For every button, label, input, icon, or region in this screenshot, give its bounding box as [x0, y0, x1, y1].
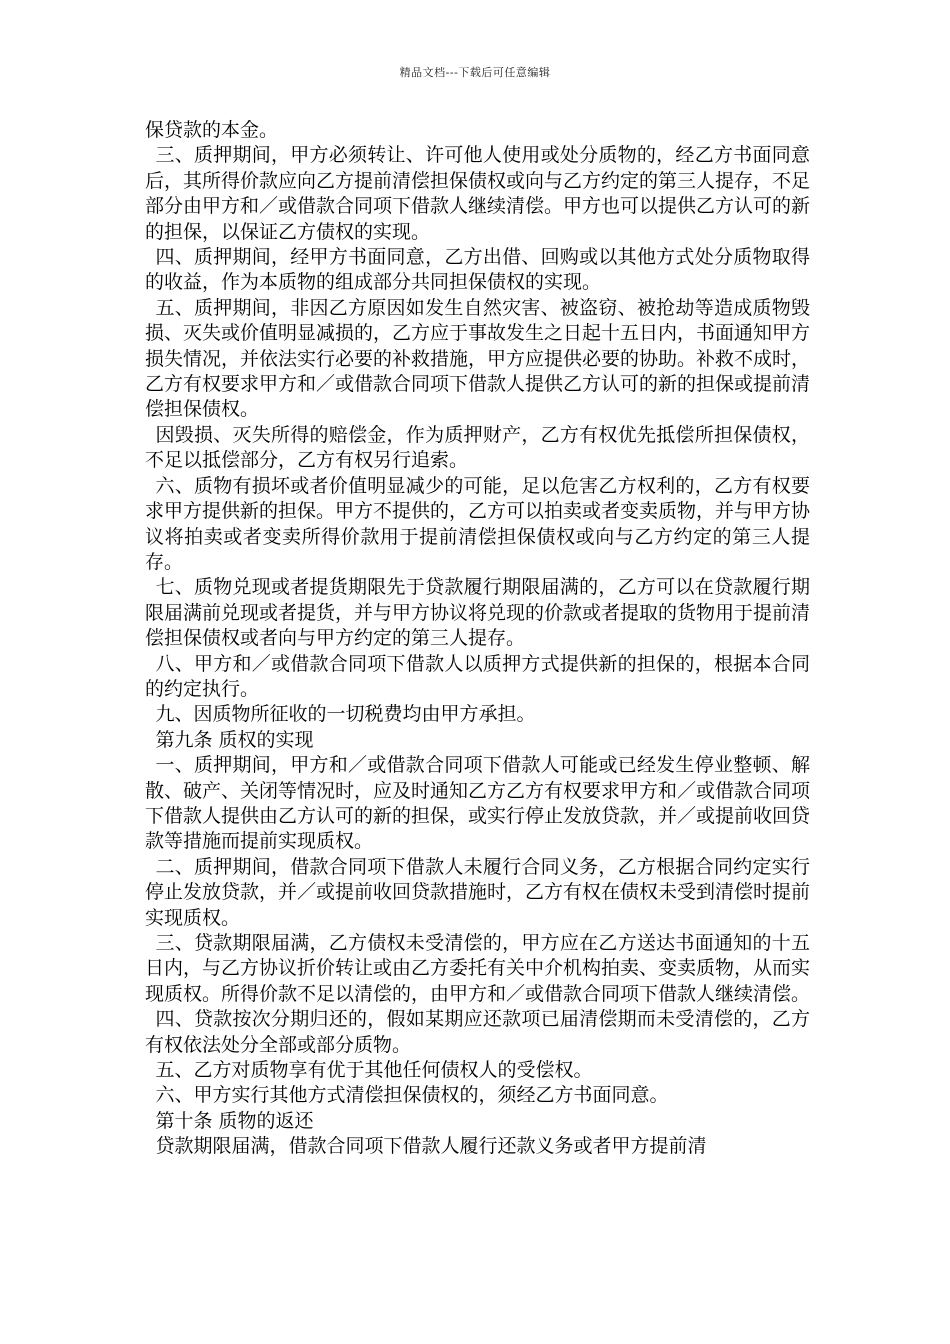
section-heading: 第十条 质物的返还: [155, 1109, 314, 1132]
paragraph: 因毁损、灭失所得的赔偿金，作为质押财产，乙方有权优先抵偿所担保债权，不足以抵偿部分，乙方有权另行追索。: [145, 423, 810, 472]
paragraph: 四、质押期间，经甲方书面同意，乙方出借、回购或以其他方式处分质物取得的收益，作为本质物的组成部分共同担保债权的实现。: [145, 246, 810, 294]
paragraph: 七、质物兑现或者提货期限先于贷款履行期限届满的，乙方可以在贷款履行期限届满前兑现或者提货，并与甲方协议将兑现的价款或者提取的货物用于提前清偿担保债权或者向与甲方约定的第三人提存。: [145, 576, 811, 650]
paragraph: 五、乙方对质物享有优于其他任何债权人的受偿权。: [155, 1059, 593, 1082]
paragraph: 三、贷款期限届满，乙方债权未受清偿的，甲方应在乙方送达书面通知的十五日内，与乙方协议折价转让或由乙方委托有关中介机构拍卖、变卖质物，从而实现质权。所得价款不足以清偿的，由甲方和／或借款合同项下借款人继续清偿。: [145, 932, 811, 1005]
paragraph: 三、质押期间，甲方必须转让、许可他人使用或处分质物的，经乙方书面同意后，其所得价款应向乙方提前清偿担保债权或向与乙方约定的第三人提存，不足部分由甲方和／或借款合同项下借款人继续清偿。甲方也可以提供乙方认可的新的担保，以保证乙方债权的实现。: [145, 144, 811, 243]
paragraph: 六、质物有损坏或者价值明显减少的可能，足以危害乙方权利的，乙方有权要求甲方提供新的担保。甲方不提供的，乙方可以拍卖或者变卖质物，并与甲方协议将拍卖或者变卖所得价款用于提前清偿担保债权或向与乙方约定的第三人提存。: [145, 474, 811, 573]
paragraph: 八、甲方和／或借款合同项下借款人以质押方式提供新的担保的，根据本合同的约定执行。: [145, 652, 810, 700]
paragraph: 六、甲方实行其他方式清偿担保债权的，须经乙方书面同意。: [155, 1084, 669, 1107]
paragraph: 保贷款的本金。: [145, 119, 279, 141]
paragraph: 四、贷款按次分期归还的，假如某期应还款项已届清偿期而未受清偿的，乙方有权依法处分全部或部分质物。: [145, 1008, 810, 1056]
document-body: [145, 118, 810, 1160]
paragraph: 贷款期限届满，借款合同项下借款人履行还款义务或者甲方提前清: [155, 1135, 707, 1158]
paragraph: 五、质押期间，非因乙方原因如发生自然灾害、被盗窃、被抢劫等造成质物毁损、灭失或价值明显减损的，乙方应于事故发生之日起十五日内，书面通知甲方损失情况，并依法实行必要的补救措施，甲方应提供必要的协助。补救不成时，乙方有权要求甲方和／或借款合同项下借款人提供乙方认可的新的担保或提前清偿担保债权。: [145, 296, 811, 421]
paragraph: 九、因质物所征收的一切税费均由甲方承担。: [155, 703, 536, 726]
page-header: 精品文档---下载后可任意编辑: [399, 66, 551, 79]
section-heading: 第九条 质权的实现: [155, 728, 314, 751]
paragraph: 二、质押期间，借款合同项下借款人未履行合同义务，乙方根据合同约定实行停止发放贷款，并／或提前收回贷款措施时，乙方有权在债权未受到清偿时提前实现质权。: [145, 855, 811, 929]
paragraph: 一、质押期间，甲方和／或借款合同项下借款人可能或已经发生停业整顿、解散、破产、关闭等情况时，应及时通知乙方乙方有权要求甲方和／或借款合同项下借款人提供由乙方认可的新的担保，或实行停止发放贷款，并／或提前收回贷款等措施而提前实现质权。: [145, 754, 811, 853]
